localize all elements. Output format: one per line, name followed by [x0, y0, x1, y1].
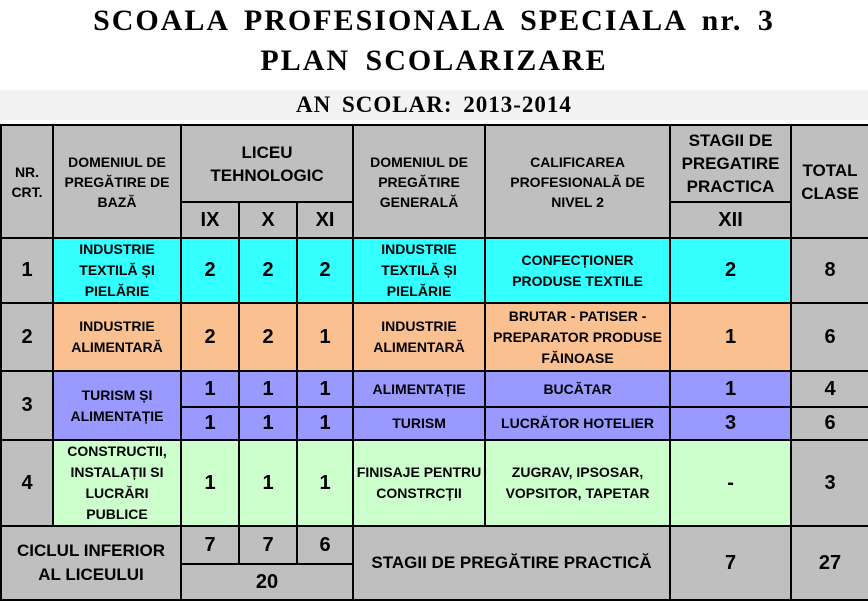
- table-row: [1, 371, 868, 407]
- row-ix: 2: [181, 238, 239, 303]
- school-title: SCOALA PROFESIONALA SPECIALA nr. 3: [93, 4, 775, 37]
- row-domain-base: INDUSTRIE TEXTILĂ ȘI PIELĂRIE: [53, 238, 181, 303]
- row-domain-base: CONSTRUCTII, INSTALAȚII SI LUCRĂRI PUBLICE: [53, 440, 181, 526]
- footer-sum-stagii: 7: [670, 526, 791, 600]
- footer-sum-x: 7: [239, 526, 297, 564]
- footer-sum-xi: 6: [297, 526, 353, 564]
- row-domain-base: INDUSTRIE ALIMENTARĂ: [53, 303, 181, 371]
- row-x: 2: [239, 238, 297, 303]
- row-domain-general: INDUSTRIE ALIMENTARĂ: [353, 303, 485, 371]
- row-ix: 1: [181, 440, 239, 526]
- row-domain-general: ALIMENTAȚIE: [353, 371, 485, 407]
- row-total: 3: [791, 440, 868, 526]
- header-domain-general: DOMENIUL DE PREGĂTIRE GENERALĂ: [353, 125, 485, 238]
- row-xii: -: [670, 440, 791, 526]
- row-ix: 2: [181, 303, 239, 371]
- row-xii: 3: [670, 407, 791, 440]
- footer-sum-liceu: 20: [181, 564, 353, 600]
- row-nr: 2: [1, 303, 53, 371]
- plan-title: PLAN SCOLARIZARE: [260, 44, 608, 77]
- footer-sum-ix: 7: [181, 526, 239, 564]
- row-qualification: LUCRĂTOR HOTELIER: [485, 407, 670, 440]
- footer-sum-total: 27: [791, 526, 868, 600]
- row-nr: 3: [1, 371, 53, 440]
- row-total: 4: [791, 371, 868, 407]
- row-xii: 2: [670, 238, 791, 303]
- row-qualification: BRUTAR - PATISER - PREPARATOR PRODUSE FĂINOASE: [485, 303, 670, 371]
- row-total: 6: [791, 303, 868, 371]
- header-grade-ix: IX: [181, 202, 239, 238]
- row-nr: 4: [1, 440, 53, 526]
- row-xi: 1: [297, 440, 353, 526]
- row-domain-base: TURISM ȘI ALIMENTAȚIE: [53, 371, 181, 440]
- row-domain-general: FINISAJE PENTRU CONSTRCȚII: [353, 440, 485, 526]
- footer-ciclul-inferior: CICLUL INFERIOR AL LICEULUI: [1, 526, 181, 600]
- row-xi: 2: [297, 238, 353, 303]
- row-domain-general: INDUSTRIE TEXTILĂ ȘI PIELĂRIE: [353, 238, 485, 303]
- row-xi: 1: [297, 371, 353, 407]
- footer-row: [1, 526, 868, 564]
- row-x: 1: [239, 440, 297, 526]
- row-x: 1: [239, 371, 297, 407]
- row-xi: 1: [297, 303, 353, 371]
- table-row: [1, 303, 868, 371]
- footer-stagii-label: STAGII DE PREGĂTIRE PRACTICĂ: [353, 526, 670, 600]
- header-qualification: CALIFICAREA PROFESIONALĂ DE NIVEL 2: [485, 125, 670, 238]
- row-x: 1: [239, 407, 297, 440]
- row-x: 2: [239, 303, 297, 371]
- row-ix: 1: [181, 407, 239, 440]
- enrollment-plan-table: [0, 124, 868, 601]
- row-qualification: ZUGRAV, IPSOSAR, VOPSITOR, TAPETAR: [485, 440, 670, 526]
- row-xi: 1: [297, 407, 353, 440]
- row-ix: 1: [181, 371, 239, 407]
- row-xii: 1: [670, 303, 791, 371]
- header-nr-crt: NR. CRT.: [1, 125, 53, 238]
- row-nr: 1: [1, 238, 53, 303]
- row-total: 8: [791, 238, 868, 303]
- school-year: AN SCOLAR: 2013-2014: [296, 92, 572, 117]
- table-row: [1, 440, 868, 526]
- header-domain-base: DOMENIUL DE PREGĂTIRE DE BAZĂ: [53, 125, 181, 238]
- row-xii: 1: [670, 371, 791, 407]
- row-qualification: BUCĂTAR: [485, 371, 670, 407]
- header-liceu-tehnologic: LICEU TEHNOLOGIC: [181, 125, 353, 202]
- row-qualification: CONFECȚIONER PRODUSE TEXTILE: [485, 238, 670, 303]
- table-row: [1, 238, 868, 303]
- header-grade-xii: XII: [670, 202, 791, 238]
- row-domain-general: TURISM: [353, 407, 485, 440]
- header-grade-xi: XI: [297, 202, 353, 238]
- header-grade-x: X: [239, 202, 297, 238]
- header-total-clase: TOTAL CLASE: [791, 125, 868, 238]
- header-stagii: STAGII DE PREGATIRE PRACTICA: [670, 125, 791, 202]
- row-total: 6: [791, 407, 868, 440]
